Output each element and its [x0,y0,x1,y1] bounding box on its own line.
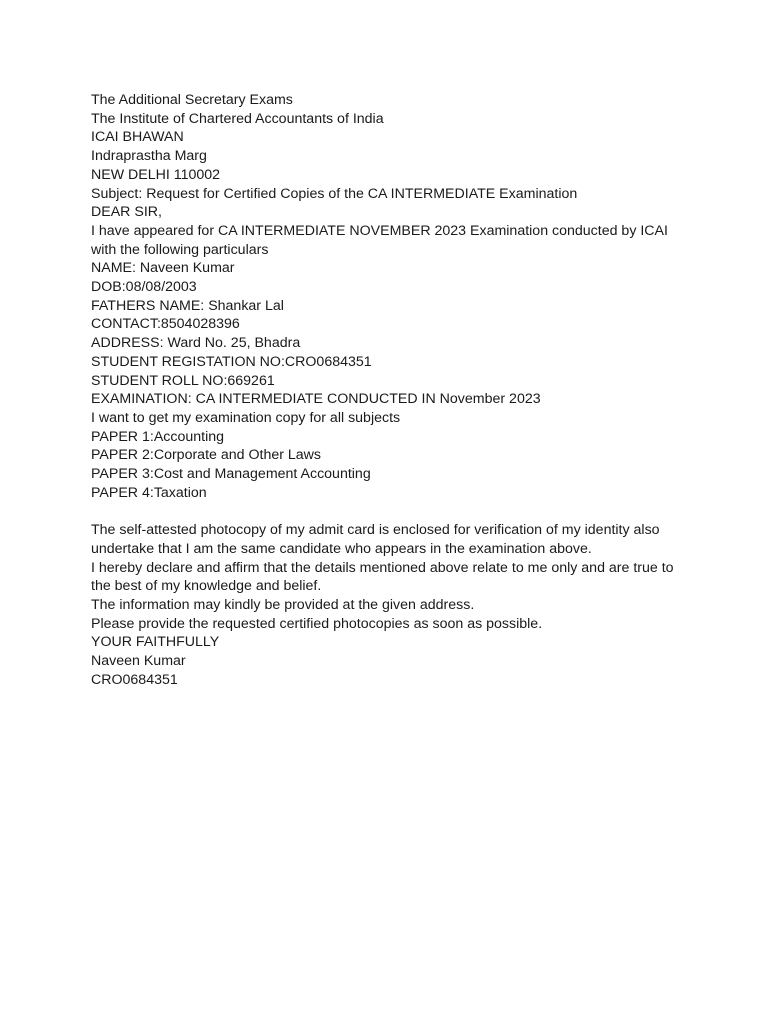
particular-examination: EXAMINATION: CA INTERMEDIATE CONDUCTED IN November 2023 [91,391,541,408]
subject-line: Subject: Request for Certified Copies of the CA INTERMEDIATE Examination [91,185,578,202]
signatory-id: CRO0684351 [91,671,178,688]
intro-line-1: I have appeared for CA INTERMEDIATE NOVEMBER 2023 Examination conducted by ICAI [91,222,668,239]
recipient-line-4: Indraprastha Marg [91,148,207,165]
particular-roll: STUDENT ROLL NO:669261 [91,372,275,389]
valediction: YOUR FAITHFULLY [91,634,220,651]
letter-body [91,91,731,689]
papers-list [91,428,731,503]
particular-dob: DOB:08/08/2003 [91,279,197,296]
declaration-paragraphs [91,521,731,633]
recipient-line-5: NEW DELHI 110002 [91,166,221,183]
intro-line-2: with the following particulars [91,241,269,258]
paper-item: PAPER 2:Corporate and Other Laws [91,447,322,464]
particular-registration: STUDENT REGISTATION NO:CRO0684351 [91,353,372,370]
closing-block [91,633,731,689]
body-p1-line-2: undertake that I am the same candidate who appears in the examination above. [91,540,592,557]
recipient-line-1: The Additional Secretary Exams [91,92,293,108]
body-p2-line-1: I hereby declare and affirm that the details mentioned above relate to me only and are true to [91,559,674,576]
request-line: I want to get my examination copy for all subjects [91,409,401,426]
paper-item: PAPER 3:Cost and Management Accounting [91,466,371,483]
particulars-list [91,259,731,409]
intro-paragraph [91,222,731,259]
recipient-address [91,91,731,185]
body-p2-line-2: the best of my knowledge and belief. [91,578,322,595]
body-p1-line-1: The self-attested photocopy of my admit card is enclosed for verification of my identity also [91,522,660,539]
paper-item: PAPER 1:Accounting [91,428,225,445]
recipient-line-3: ICAI BHAWAN [91,129,184,146]
blank-line [91,502,731,521]
particular-fathers-name: FATHERS NAME: Shankar Lal [91,297,284,314]
recipient-line-2: The Institute of Chartered Accountants of India [91,110,384,127]
salutation: DEAR SIR, [91,204,162,221]
particular-name: NAME: Naveen Kumar [91,260,235,277]
signatory-name: Naveen Kumar [91,653,186,670]
body-p4: Please provide the requested certified photocopies as soon as possible. [91,615,543,632]
particular-contact: CONTACT:8504028396 [91,316,240,333]
paper-item: PAPER 4:Taxation [91,484,207,501]
body-p3: The information may kindly be provided at the given address. [91,596,475,613]
particular-address: ADDRESS: Ward No. 25, Bhadra [91,335,301,352]
